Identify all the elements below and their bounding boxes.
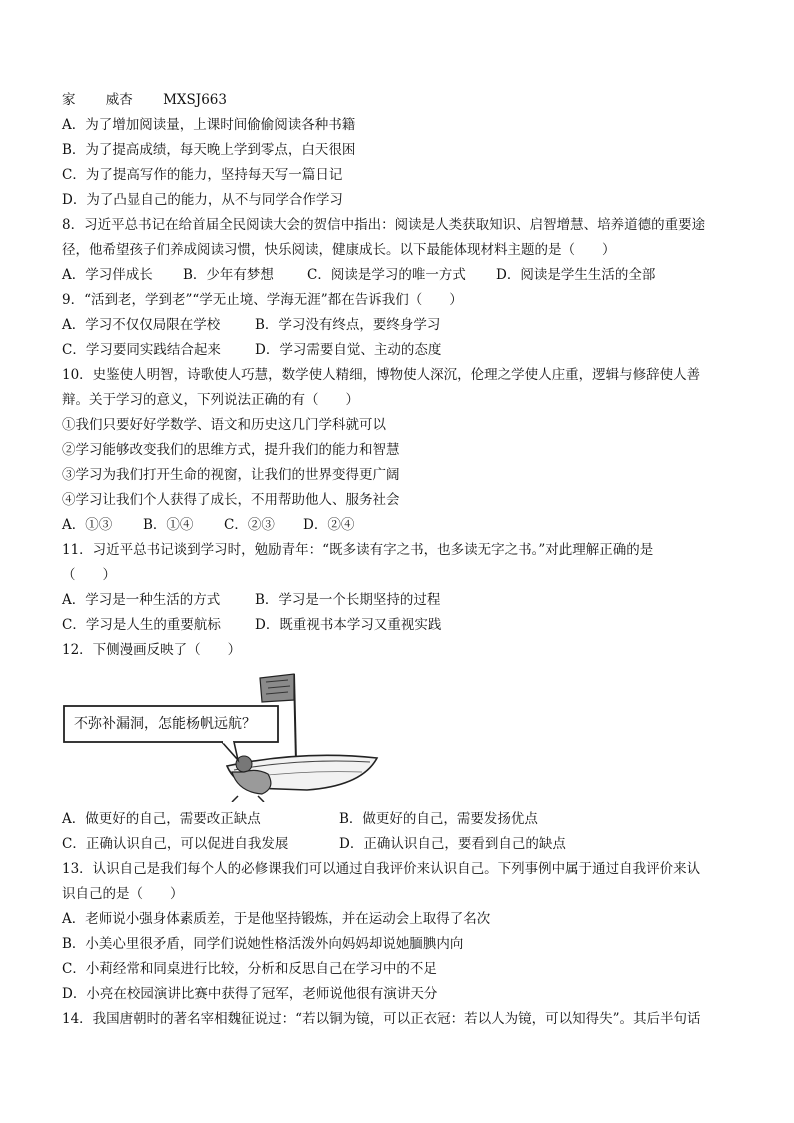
q11-option-d: D．既重视书本学习又重视实践 <box>255 617 442 633</box>
q10-option-c: C．②③ <box>224 517 275 533</box>
q10-statement-3: ③学习为我们打开生命的视窗，让我们的世界变得更广阔 <box>62 467 400 483</box>
q10-statement-1: ①我们只要好好学数学、语文和历史这几门学科就可以 <box>62 417 386 433</box>
q9-stem: 9．“活到老，学到老”“学无止境、学海无涯”都在告诉我们（ ） <box>62 292 463 308</box>
q11-stem-line1: 11．习近平总书记谈到学习时，勉励青年：“既多读有字之书，也多读无字之书。”对此理解正确的是 <box>62 542 654 558</box>
q11-option-a: A．学习是一种生活的方式 <box>62 592 221 608</box>
header-code: MXSJ663 <box>163 92 227 108</box>
q8-stem-line2: 径，他希望孩子们养成阅读习惯，快乐阅读，健康成长。以下最能体现材料主题的是（ ） <box>62 242 616 258</box>
q13-option-c: C．小莉经常和同桌进行比较，分析和反思自己在学习中的不足 <box>62 961 437 977</box>
q8-option-c: C．阅读是学习的唯一方式 <box>307 267 466 283</box>
q10-option-a: A．①③ <box>62 517 113 533</box>
q10-statement-2: ②学习能够改变我们的思维方式，提升我们的能力和智慧 <box>62 442 400 458</box>
q12-option-d: D．正确认识自己，要看到自己的缺点 <box>339 836 566 852</box>
comic-illustration <box>62 670 382 802</box>
q7-option-b: B．为了提高成绩，每天晚上学到零点，白天很困 <box>62 142 356 158</box>
header-word-1: 家 <box>62 92 76 108</box>
q12-stem: 12．下侧漫画反映了（ ） <box>62 642 242 658</box>
q8-option-a: A．学习伴成长 <box>62 267 153 283</box>
q13-stem-line1: 13．认识自己是我们每个人的必修课我们可以通过自我评价来认识自己。下列事例中属于通过自我评价来认 <box>62 861 701 877</box>
page-header <box>62 91 253 109</box>
q13-option-b: B．小美心里很矛盾，同学们说她性格活泼外向妈妈却说她腼腆内向 <box>62 936 464 952</box>
q11-stem-line2: （ ） <box>62 567 116 583</box>
q12-option-a: A．做更好的自己，需要改正缺点 <box>62 811 261 827</box>
q13-option-d: D．小亮在校园演讲比赛中获得了冠军，老师说他很有演讲天分 <box>62 986 438 1002</box>
q13-stem-line2: 识自己的是（ ） <box>62 886 184 902</box>
q7-option-a: A．为了增加阅读量，上课时间偷偷阅读各种书籍 <box>62 117 356 133</box>
q10-option-b: B．①④ <box>143 517 194 533</box>
q9-option-b: B．学习没有终点，要终身学习 <box>255 317 441 333</box>
q10-option-d: D．②④ <box>303 517 355 533</box>
q8-option-d: D．阅读是学生生活的全部 <box>496 267 656 283</box>
header-word-2: 威杏 <box>105 92 133 108</box>
q9-option-c: C．学习要同实践结合起来 <box>62 342 221 358</box>
q11-option-c: C．学习是人生的重要航标 <box>62 617 221 633</box>
q14-stem-line1: 14．我国唐朝时的著名宰相魏征说过：“若以铜为镜，可以正衣冠：若以人为镜，可以知得失”。其后半句话 <box>62 1011 701 1027</box>
q11-option-b: B．学习是一个长期坚持的过程 <box>255 592 441 608</box>
q9-option-d: D．学习需要自觉、主动的态度 <box>255 342 442 358</box>
q10-stem-line2: 辩。关于学习的意义，下列说法正确的有（ ） <box>62 392 359 408</box>
q13-option-a: A．老师说小强身体素质差，于是他坚持锻炼，并在运动会上取得了名次 <box>62 911 491 927</box>
q8-stem-line1: 8．习近平总书记在给首届全民阅读大会的贺信中指出：阅读是人类获取知识、启智增慧、培养道德的重要途 <box>62 217 706 233</box>
q8-option-b: B．少年有梦想 <box>183 267 274 283</box>
q10-stem-line1: 10．史鉴使人明智，诗歌使人巧慧，数学使人精细，博物使人深沉，伦理之学使人庄重，逻辑与修辞使人善 <box>62 367 701 383</box>
q7-option-d: D．为了凸显自己的能力，从不与同学合作学习 <box>62 192 343 208</box>
q7-option-c: C．为了提高写作的能力，坚持每天写一篇日记 <box>62 167 343 183</box>
comic-speech-text: 不弥补漏洞，怎能杨帆远航？ <box>74 716 256 732</box>
q12-option-b: B．做更好的自己，需要发扬优点 <box>339 811 538 827</box>
q9-option-a: A．学习不仅仅局限在学校 <box>62 317 221 333</box>
q12-option-c: C．正确认识自己，可以促进自我发展 <box>62 836 289 852</box>
q10-statement-4: ④学习让我们个人获得了成长，不用帮助他人、服务社会 <box>62 492 400 508</box>
